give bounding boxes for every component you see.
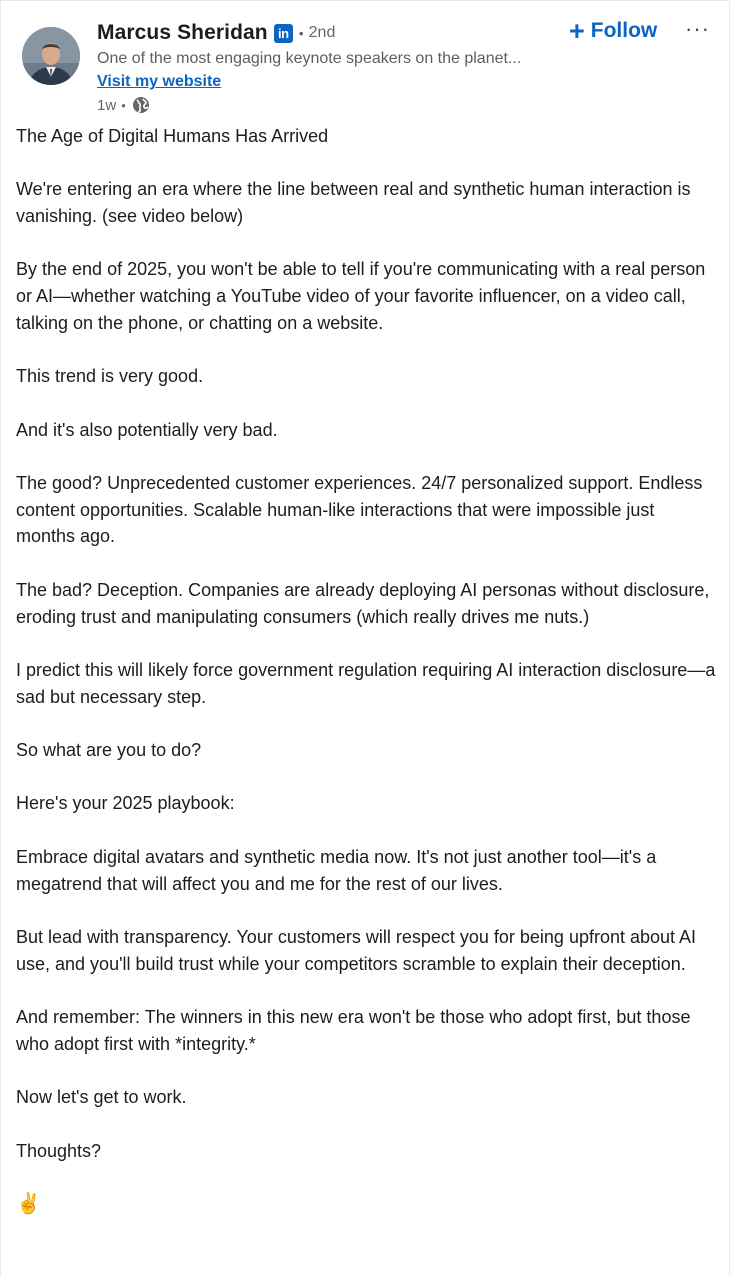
author-headline: One of the most engaging keynote speakers on the planet... — [97, 50, 522, 67]
author-name-row — [97, 19, 557, 47]
post-paragraph: But lead with transparency. Your customers will respect you for being upfront about AI use, and you'll build trust while your competitors scramble to explain their deception. — [16, 926, 697, 974]
globe-icon — [132, 96, 150, 114]
linkedin-badge-icon: in — [274, 24, 293, 43]
post-paragraph: The good? Unprecedented customer experiences. 24/7 personalized support. Endless content opportunities. Scalable human-like interactions that were impossible just months ago. — [16, 473, 703, 547]
connection-degree: 2nd — [308, 24, 336, 41]
more-options-icon[interactable]: ··· — [685, 16, 710, 41]
post-paragraph: And it's also potentially very bad. — [16, 419, 278, 440]
post-paragraph: By the end of 2025, you won't be able to tell if you're communicating with a real person or AI—whether watching a YouTube video of your favorite influencer, on a video call, talking on the phone, or chatting on a website. — [16, 259, 706, 333]
post-paragraph: And remember: The winners in this new era won't be those who adopt first, but those who adopt first with *integrity.* — [16, 1007, 691, 1054]
author-identity — [97, 19, 557, 115]
post-paragraph: This trend is very good. — [16, 366, 204, 387]
author-avatar[interactable] — [22, 27, 80, 85]
meta-separator: • — [121, 97, 126, 113]
post-body — [16, 123, 716, 1217]
post-paragraph: Here's your 2025 playbook: — [16, 793, 235, 814]
plus-icon: + — [569, 16, 585, 46]
post-paragraph: Now let's get to work. — [16, 1087, 187, 1108]
follow-label: Follow — [590, 19, 658, 42]
post-paragraph: I predict this will likely force government regulation requiring AI interaction disclosure—a sad but necessary step. — [16, 659, 716, 707]
post-paragraph: The Age of Digital Humans Has Arrived — [16, 126, 329, 146]
post-paragraph: Embrace digital avatars and synthetic media now. It's not just another tool—it's a megatrend that will affect you and me for the rest of our lives. — [16, 846, 657, 894]
post-header — [1, 1, 729, 119]
post-meta — [97, 95, 557, 115]
follow-button[interactable] — [569, 17, 657, 45]
post-paragraph: We're entering an era where the line between real and synthetic human interaction is vanishing. (see video below) — [16, 179, 691, 227]
degree-separator: • — [298, 25, 304, 41]
post-paragraph: The bad? Deception. Companies are already deploying AI personas without disclosure, eroding trust and manipulating consumers (which really drives me nuts.) — [16, 579, 710, 627]
post-paragraph: So what are you to do? — [16, 740, 202, 761]
post-age: 1w — [97, 96, 117, 114]
victory-hand-emoji: ✌️ — [16, 1192, 41, 1215]
author-name[interactable]: Marcus Sheridan — [97, 21, 268, 44]
post-paragraph: Thoughts? — [16, 1140, 102, 1161]
visit-website-link[interactable]: Visit my website — [97, 73, 222, 90]
